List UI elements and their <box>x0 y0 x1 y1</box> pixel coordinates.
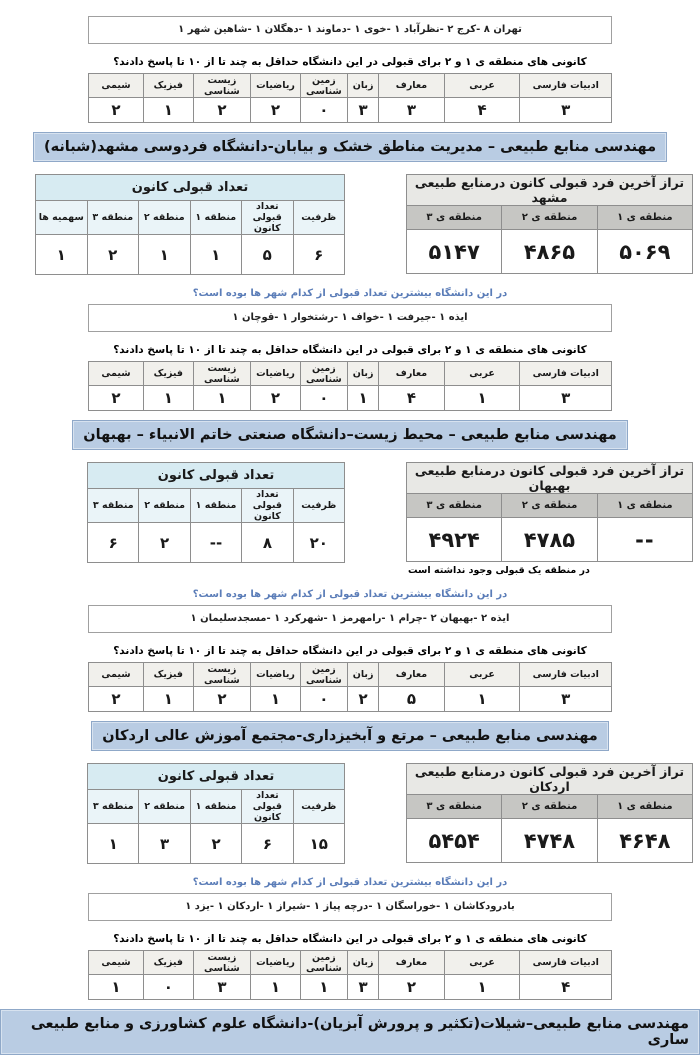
subject-value-cell: ۳ <box>379 98 444 123</box>
subject-value-cell: ۲ <box>347 687 378 712</box>
subject-header-row <box>89 362 612 386</box>
subject-header-cell: عربی <box>444 951 520 975</box>
cities-box-behbahan: ایذه ۲ -بهبهان ۲ -چرام ۱ -رامهرمز ۱ -شهرکرد ۱ -مسجدسلیمان ۱ <box>88 605 612 633</box>
taraz-value-cell: -- <box>597 518 692 562</box>
count-value-cell: ۱ <box>36 235 88 275</box>
subject-header-cell: ریاضیات <box>251 951 301 975</box>
subject-value-row <box>89 386 612 411</box>
cities-question-2: در این دانشگاه بیشترین تعداد قبولی از کدام شهر ها بوده است؟ <box>192 589 508 600</box>
subject-value-cell: ۳ <box>347 975 378 1000</box>
count-header-cell: ظرفیت <box>293 790 344 824</box>
subject-value-row <box>89 687 612 712</box>
taraz-header-cell: منطقه ی ۱ <box>597 795 692 819</box>
subject-header-row <box>89 663 612 687</box>
subject-header-cell: معارف <box>379 951 444 975</box>
subject-value-cell: ۴ <box>520 975 612 1000</box>
subject-header-cell: ادبیات فارسی <box>520 362 612 386</box>
subject-header-cell: زبان <box>347 74 378 98</box>
subject-value-cell: ۲ <box>89 386 144 411</box>
count-header-cell: منطقه ۳ <box>88 489 139 523</box>
subject-value-cell: ۱ <box>143 386 193 411</box>
taraz-wrap <box>406 174 693 274</box>
count-header-cell: منطقه ۲ <box>139 201 191 235</box>
subject-value-row <box>89 98 612 123</box>
subject-value-cell: ۴ <box>444 98 520 123</box>
count-value-cell: ۸ <box>242 523 293 563</box>
taraz-wrap <box>406 462 693 576</box>
taraz-value-cell: ۵۱۴۷ <box>407 230 502 274</box>
subject-value-cell: ۲ <box>193 687 251 712</box>
taraz-title: تراز آخرین فرد قبولی کانون درمنابع طبیعی مشهد <box>407 175 693 206</box>
cities-box-ardakan: بادرودکاشان ۱ -خوراسگان ۱ -درچه پیاز ۱ -شیراز ۱ -اردکان ۱ -یزد ۱ <box>88 893 612 921</box>
subject-header-cell: ادبیات فارسی <box>520 74 612 98</box>
taraz-title: تراز آخرین فرد قبولی کانون درمنابع طبیعی اردکان <box>407 764 693 795</box>
count-table-behbahan <box>87 462 345 563</box>
subject-table-4 <box>88 950 612 1000</box>
taraz-table-ardakan <box>406 763 693 863</box>
count-value-cell: ۱ <box>190 235 242 275</box>
taraz-value-cell: ۴۶۴۸ <box>597 819 692 863</box>
count-table-title: تعداد قبولی کانون <box>88 764 345 790</box>
tables-row-mashhad <box>0 174 700 275</box>
subject-header-cell: فیزیک <box>143 951 193 975</box>
tables-row-ardakan <box>0 763 700 864</box>
count-header-cell: منطقه ۲ <box>139 790 190 824</box>
count-header-cell: ظرفیت <box>293 489 344 523</box>
tables-row-behbahan <box>0 462 700 576</box>
subject-header-cell: عربی <box>444 362 520 386</box>
subject-value-cell: ۲ <box>251 98 301 123</box>
count-value-cell: ۶ <box>242 824 293 864</box>
subject-header-cell: زیست شناسی <box>193 663 251 687</box>
count-header-cell: تعداد قبولی کانون <box>242 790 293 824</box>
subject-value-cell: ۱ <box>444 975 520 1000</box>
count-header-cell: تعداد قبولی کانون <box>242 201 294 235</box>
cities-question-3: در این دانشگاه بیشترین تعداد قبولی از کدام شهر ها بوده است؟ <box>192 877 508 888</box>
subject-value-cell: ۳ <box>520 386 612 411</box>
count-header-cell: ظرفیت <box>293 201 345 235</box>
subject-header-cell: عربی <box>444 663 520 687</box>
subject-value-cell: ۱ <box>347 386 378 411</box>
taraz-header-cell: منطقه ی ۳ <box>407 795 502 819</box>
subject-header-cell: ریاضیات <box>251 362 301 386</box>
subject-header-cell: زمین شناسی <box>300 951 347 975</box>
subject-header-cell: فیزیک <box>143 362 193 386</box>
subject-value-cell: ۳ <box>347 98 378 123</box>
count-wrap <box>35 174 345 275</box>
subject-value-cell: ۰ <box>300 98 347 123</box>
subject-value-cell: ۲ <box>89 687 144 712</box>
taraz-value-cell: ۴۹۲۴ <box>407 518 502 562</box>
subject-value-cell: ۱ <box>89 975 144 1000</box>
subject-header-cell: ادبیات فارسی <box>520 663 612 687</box>
count-header-cell: تعداد قبولی کانون <box>242 489 293 523</box>
count-header-cell: منطقه ۳ <box>87 201 139 235</box>
subject-header-cell: زمین شناسی <box>300 663 347 687</box>
subject-header-cell: فیزیک <box>143 663 193 687</box>
subject-value-cell: ۲ <box>89 98 144 123</box>
program-title-mashhad: مهندسی منابع طبیعی – مدیریت مناطق خشک و بیابان-دانشگاه فردوسی مشهد(شبانه) <box>33 132 667 162</box>
subject-value-cell: ۲ <box>379 975 444 1000</box>
count-table-title: تعداد قبولی کانون <box>88 463 345 489</box>
count-value-cell: ۶ <box>88 523 139 563</box>
subject-value-cell: ۰ <box>300 687 347 712</box>
subject-value-cell: ۲ <box>193 98 251 123</box>
count-value-cell: ۲۰ <box>293 523 344 563</box>
taraz-value-cell: ۴۷۴۸ <box>502 819 597 863</box>
taraz-header-cell: منطقه ی ۲ <box>502 206 597 230</box>
subject-header-cell: شیمی <box>89 362 144 386</box>
subject-header-cell: معارف <box>379 362 444 386</box>
taraz-title: تراز آخرین فرد قبولی کانون درمنابع طبیعی بهبهان <box>407 463 693 494</box>
count-value-cell: ۲ <box>87 235 139 275</box>
subject-header-cell: زیست شناسی <box>193 362 251 386</box>
count-value-cell: ۵ <box>242 235 294 275</box>
subject-value-cell: ۰ <box>143 975 193 1000</box>
count-header-cell: سهمیه ها <box>36 201 88 235</box>
taraz-header-cell: منطقه ی ۲ <box>502 494 597 518</box>
subject-header-cell: زبان <box>347 362 378 386</box>
program-title-sari: مهندسی منابع طبیعی–شیلات(تکثیر و پرورش آبزیان)-دانشگاه علوم کشاورزی و منابع طبیعی ساری <box>0 1009 700 1055</box>
top-cities-box: تهران ۸ -کرج ۲ -نظرآباد ۱ -خوی ۱ -دماوند ۱ -دهگلان ۱ -شاهین شهر ۱ <box>88 16 612 44</box>
count-value-cell: ۶ <box>293 235 345 275</box>
subject-value-cell: ۱ <box>193 386 251 411</box>
count-header-cell: منطقه ۳ <box>88 790 139 824</box>
subject-header-cell: ریاضیات <box>251 663 301 687</box>
taraz-header-cell: منطقه ی ۱ <box>597 494 692 518</box>
subject-value-cell: ۱ <box>300 975 347 1000</box>
subject-header-cell: ادبیات فارسی <box>520 951 612 975</box>
subject-header-cell: معارف <box>379 74 444 98</box>
count-value-cell: ۲ <box>139 523 190 563</box>
subject-header-cell: زمین شناسی <box>300 362 347 386</box>
taraz-value-cell: ۴۷۸۵ <box>502 518 597 562</box>
count-header-cell: منطقه ۱ <box>190 790 241 824</box>
subject-header-cell: زیست شناسی <box>193 951 251 975</box>
count-value-cell: -- <box>190 523 241 563</box>
count-value-cell: ۱ <box>88 824 139 864</box>
subject-value-cell: ۳ <box>520 687 612 712</box>
count-value-cell: ۱۵ <box>293 824 344 864</box>
subject-table-1 <box>88 73 612 123</box>
count-table-ardakan <box>87 763 345 864</box>
subject-header-cell: زبان <box>347 951 378 975</box>
count-table-title: تعداد قبولی کانون <box>36 175 345 201</box>
cities-question-1: در این دانشگاه بیشترین تعداد قبولی از کدام شهر ها بوده است؟ <box>192 288 508 299</box>
taraz-header-cell: منطقه ی ۲ <box>502 795 597 819</box>
subject-header-cell: شیمی <box>89 74 144 98</box>
subject-value-cell: ۱ <box>444 687 520 712</box>
program-title-behbahan: مهندسی منابع طبیعی – محیط زیست–دانشگاه صنعتی خاتم الانبیاء – بهبهان <box>72 420 628 450</box>
count-value-cell: ۲ <box>190 824 241 864</box>
subject-header-cell: معارف <box>379 663 444 687</box>
taraz-value-cell: ۵۰۶۹ <box>597 230 692 274</box>
subject-value-row <box>89 975 612 1000</box>
subject-value-cell: ۱ <box>444 386 520 411</box>
no-region1-note: در منطقه یک قبولی وجود نداشته است <box>408 565 590 576</box>
subject-value-cell: ۰ <box>300 386 347 411</box>
count-value-cell: ۳ <box>139 824 190 864</box>
taraz-header-cell: منطقه ی ۱ <box>597 206 692 230</box>
taraz-header-cell: منطقه ی ۳ <box>407 206 502 230</box>
subject-value-cell: ۱ <box>251 975 301 1000</box>
subject-header-row <box>89 74 612 98</box>
taraz-table-behbahan <box>406 462 693 562</box>
subject-header-cell: شیمی <box>89 951 144 975</box>
subject-value-cell: ۳ <box>520 98 612 123</box>
subject-header-cell: عربی <box>444 74 520 98</box>
subject-value-cell: ۱ <box>143 687 193 712</box>
count-table-mashhad <box>35 174 345 275</box>
subject-table-2 <box>88 361 612 411</box>
subject-question-4: کانونی های منطقه ی ۱ و ۲ برای قبولی در این دانشگاه حداقل به چند تا از ۱۰ تا پاسخ دادند؟ <box>113 933 587 945</box>
subject-header-cell: ریاضیات <box>251 74 301 98</box>
subject-header-cell: شیمی <box>89 663 144 687</box>
subject-value-cell: ۱ <box>251 687 301 712</box>
subject-table-3 <box>88 662 612 712</box>
subject-question-3: کانونی های منطقه ی ۱ و ۲ برای قبولی در این دانشگاه حداقل به چند تا از ۱۰ تا پاسخ دادند؟ <box>113 645 587 657</box>
taraz-value-cell: ۴۸۶۵ <box>502 230 597 274</box>
subject-question-1: کانونی های منطقه ی ۱ و ۲ برای قبولی در این دانشگاه حداقل به چند تا از ۱۰ تا پاسخ دادند؟ <box>113 56 587 68</box>
subject-value-cell: ۳ <box>193 975 251 1000</box>
subject-question-2: کانونی های منطقه ی ۱ و ۲ برای قبولی در این دانشگاه حداقل به چند تا از ۱۰ تا پاسخ دادند؟ <box>113 344 587 356</box>
subject-value-cell: ۴ <box>379 386 444 411</box>
subject-value-cell: ۵ <box>379 687 444 712</box>
taraz-table-mashhad <box>406 174 693 274</box>
program-title-ardakan: مهندسی منابع طبیعی – مرتع و آبخیزداری-مجتمع آموزش عالی اردکان <box>91 721 609 751</box>
subject-header-cell: زبان <box>347 663 378 687</box>
taraz-value-cell: ۵۴۵۴ <box>407 819 502 863</box>
count-wrap <box>35 462 345 563</box>
subject-header-cell: زمین شناسی <box>300 74 347 98</box>
subject-header-cell: فیزیک <box>143 74 193 98</box>
subject-header-cell: زیست شناسی <box>193 74 251 98</box>
count-header-cell: منطقه ۱ <box>190 489 241 523</box>
subject-value-cell: ۱ <box>143 98 193 123</box>
cities-box-mashhad: ایذه ۱ -جیرفت ۱ -خواف ۱ -رشتخوار ۱ -قوچان ۱ <box>88 304 612 332</box>
count-header-cell: منطقه ۱ <box>190 201 242 235</box>
taraz-header-cell: منطقه ی ۳ <box>407 494 502 518</box>
subject-value-cell: ۲ <box>251 386 301 411</box>
subject-header-row <box>89 951 612 975</box>
taraz-wrap <box>406 763 693 863</box>
count-wrap <box>35 763 345 864</box>
count-header-cell: منطقه ۲ <box>139 489 190 523</box>
count-value-cell: ۱ <box>139 235 191 275</box>
